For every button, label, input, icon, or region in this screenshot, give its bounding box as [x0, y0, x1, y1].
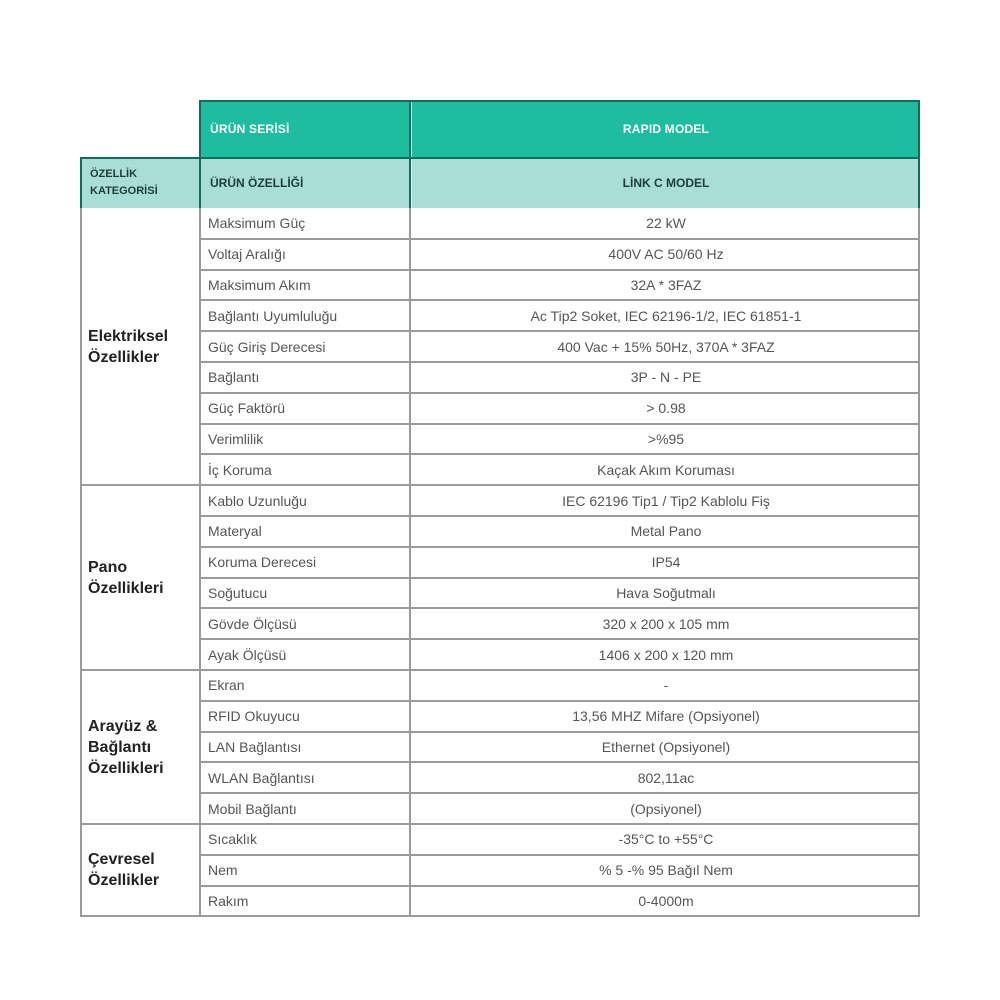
feature-cell: Güç Giriş Derecesi — [208, 338, 326, 355]
feature-column-header: ÜRÜN ÖZELLİĞİ — [200, 158, 410, 208]
feature-cell: Bağlantı Uyumluluğu — [208, 307, 338, 324]
feature-cell: Maksimum Akım — [208, 276, 311, 293]
category-label: Arayüz & Bağlantı Özellikleri — [88, 717, 164, 777]
feature-cell: İç Koruma — [208, 461, 272, 478]
product-series-label: ÜRÜN SERİSİ — [200, 100, 410, 158]
category-column-header: ÖZELLİK KATEGORİSİ — [80, 158, 200, 208]
value-cell: - — [663, 677, 669, 694]
value-cell: > 0.98 — [646, 400, 686, 417]
value-cell: 32A * 3FAZ — [630, 276, 702, 293]
product-series-value: RAPID MODEL — [412, 100, 920, 158]
feature-cell: LAN Bağlantısı — [208, 738, 302, 755]
value-cell: IEC 62196 Tip1 / Tip2 Kablolu Fiş — [562, 492, 770, 509]
table-right-border — [918, 208, 920, 916]
feature-cell: Mobil Bağlantı — [208, 800, 297, 817]
feature-cell: Voltaj Aralığı — [208, 246, 286, 263]
value-cell: 1406 x 200 x 120 mm — [598, 646, 734, 663]
value-cell: 320 x 200 x 105 mm — [602, 615, 730, 632]
value-cell: 3P - N - PE — [630, 369, 702, 386]
category-label: Pano Özellikleri — [88, 558, 164, 597]
value-cell: Hava Soğutmalı — [616, 584, 716, 601]
value-cell: Kaçak Akım Koruması — [597, 461, 735, 478]
feature-cell: Soğutucu — [208, 584, 268, 601]
feature-cell: Nem — [208, 862, 238, 879]
value-cell: Metal Pano — [630, 523, 702, 540]
model-column-header: LİNK C MODEL — [412, 158, 920, 208]
category-label: Elektriksel Özellikler — [88, 327, 169, 366]
feature-cell: Materyal — [208, 523, 262, 540]
feature-cell: Ekran — [208, 677, 245, 694]
feature-cell: Verimlilik — [208, 430, 264, 447]
feature-cell: WLAN Bağlantısı — [208, 769, 315, 786]
value-cell: 13,56 MHZ Mifare (Opsiyonel) — [572, 708, 760, 725]
spec-table — [80, 100, 920, 916]
category-label: Çevresel Özellikler — [88, 851, 160, 890]
feature-cell: Sıcaklık — [208, 831, 258, 848]
value-cell: IP54 — [651, 554, 681, 571]
value-cell: 802,11ac — [637, 769, 695, 786]
table-left-border — [80, 208, 82, 916]
category-divider — [199, 208, 201, 916]
value-cell: (Opsiyonel) — [630, 800, 702, 817]
value-cell: -35°C to +55°C — [618, 831, 714, 848]
feature-cell: Kablo Uzunluğu — [208, 492, 307, 509]
feature-cell: Ayak Ölçüsü — [208, 646, 287, 663]
feature-cell: Bağlantı — [208, 369, 260, 386]
value-cell: % 5 -% 95 Bağıl Nem — [599, 862, 733, 879]
feature-cell: RFID Okuyucu — [208, 708, 300, 725]
value-cell: 400 Vac + 15% 50Hz, 370A * 3FAZ — [557, 338, 775, 355]
feature-cell: Güç Faktörü — [208, 400, 286, 417]
feature-cell: Gövde Ölçüsü — [208, 615, 297, 632]
group-divider — [80, 915, 920, 917]
feature-divider — [409, 208, 411, 916]
value-cell: >%95 — [647, 430, 685, 447]
value-cell: Ac Tip2 Soket, IEC 62196-1/2, IEC 61851-1 — [530, 307, 802, 324]
value-cell: 400V AC 50/60 Hz — [608, 246, 724, 263]
value-cell: 0-4000m — [638, 892, 694, 909]
feature-cell: Koruma Derecesi — [208, 554, 317, 571]
feature-cell: Rakım — [208, 892, 249, 909]
feature-cell: Maksimum Güç — [208, 215, 306, 232]
value-cell: Ethernet (Opsiyonel) — [601, 738, 731, 755]
value-cell: 22 kW — [646, 215, 686, 232]
